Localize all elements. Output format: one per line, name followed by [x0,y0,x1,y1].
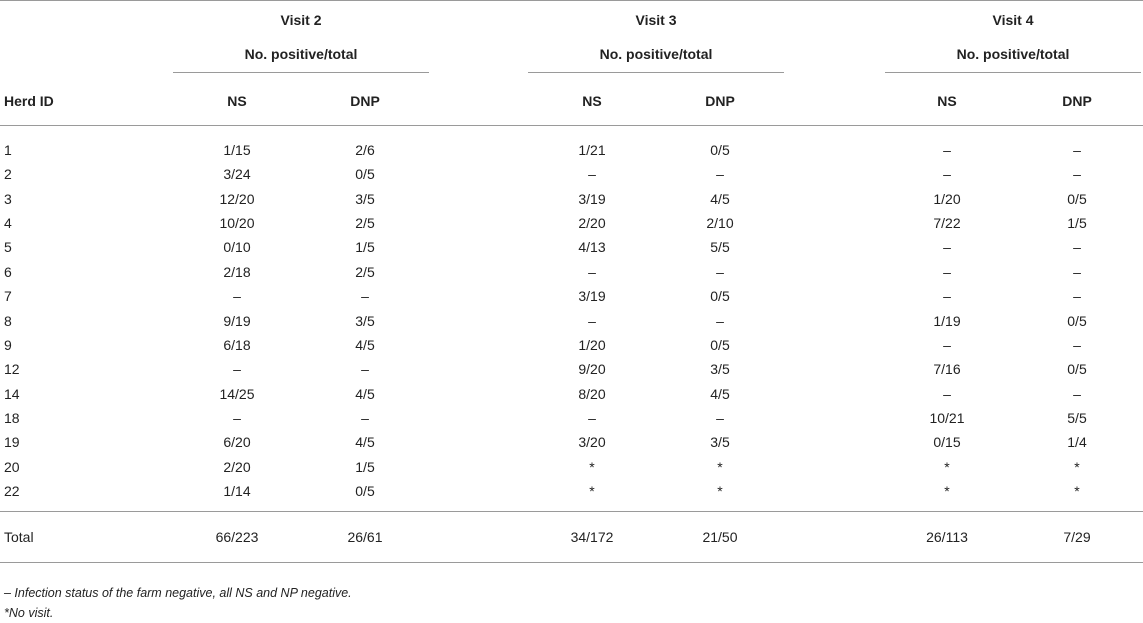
cell-v2-ns: 6/18 [223,336,251,353]
cell-v2-ns: 14/25 [219,385,255,402]
cell-v2-dnp: 0/5 [355,166,375,183]
table-row [0,235,1143,259]
cell-v3-dnp: – [716,166,724,183]
table-row [0,308,1143,332]
cell-v2-ns: 10/20 [219,214,255,231]
footnotes [4,583,352,623]
visit-4-header: Visit 4 [883,1,1143,40]
cell-herd-id: 3 [4,190,12,207]
cell-v2-ns: 3/24 [223,166,251,183]
total-v4-dnp: 7/29 [1011,512,1143,563]
cell-v4-ns: 0/15 [933,434,961,451]
cell-v4-ns: 1/19 [933,312,961,329]
cell-v3-ns: – [588,166,596,183]
visit-4-subheader: No. positive/total [885,44,1141,73]
table-row [0,186,1143,210]
cell-v4-dnp: – [1073,239,1081,256]
cell-v2-dnp: 2/6 [355,142,375,158]
cell-herd-id: 18 [4,410,20,427]
cell-v3-dnp: 0/5 [710,336,730,353]
cell-v2-ns: 1/14 [223,483,251,500]
total-v2-dnp: 26/61 [301,512,429,563]
visit-2-ns-header: NS [173,77,301,126]
cell-v4-ns: – [943,263,951,280]
visit-3-ns-header: NS [528,77,656,126]
cell-v2-ns: 9/19 [223,312,251,329]
cell-v3-ns: – [588,312,596,329]
cell-v2-ns: 1/15 [223,142,251,158]
cell-herd-id: 7 [4,288,12,305]
cell-herd-id: 14 [4,385,20,402]
cell-v2-dnp: 2/5 [355,263,375,280]
cell-v3-ns: – [588,410,596,427]
cell-v4-ns: * [944,483,950,500]
cell-v4-dnp: * [1074,483,1080,500]
cell-v3-dnp: 4/5 [710,385,730,402]
cell-v3-ns: 3/20 [578,434,606,451]
table-row [0,406,1143,430]
total-label: Total [0,512,173,563]
cell-v2-dnp: 4/5 [355,434,375,451]
footnote-star: *No visit. [4,606,54,620]
total-v3-ns: 34/172 [528,512,656,563]
cell-v4-ns: – [943,166,951,183]
cell-v4-dnp: – [1073,142,1081,158]
cell-v4-dnp: 0/5 [1067,190,1087,207]
cell-v4-ns: * [944,458,950,475]
cell-v3-dnp: * [717,458,723,475]
cell-v3-ns: 1/20 [578,336,606,353]
cell-herd-id: 22 [4,483,20,500]
visit-3-subheader: No. positive/total [528,44,784,73]
cell-v2-dnp: 4/5 [355,385,375,402]
cell-v3-ns: 3/19 [578,288,606,305]
cell-v2-dnp: – [361,410,369,427]
cell-v4-ns: 1/20 [933,190,961,207]
cell-v4-ns: – [943,336,951,353]
cell-v3-ns: 4/13 [578,239,606,256]
visit-3-header: Visit 3 [528,1,784,40]
total-v2-ns: 66/223 [173,512,301,563]
table-row [0,333,1143,357]
cell-v2-ns: 2/20 [223,458,251,475]
cell-herd-id: 20 [4,458,20,475]
cell-v4-ns: – [943,239,951,256]
cell-v2-ns: 12/20 [219,190,255,207]
cell-herd-id: 19 [4,434,20,451]
cell-v3-ns: * [589,458,595,475]
cell-v2-dnp: – [361,361,369,378]
table-row [0,382,1143,406]
cell-v3-ns: 3/19 [578,190,606,207]
table-row [0,284,1143,308]
cell-herd-id: 8 [4,312,12,329]
cell-v2-dnp: 1/5 [355,239,375,256]
cell-v4-ns: – [943,142,951,158]
cell-v4-dnp: – [1073,336,1081,353]
cell-v2-ns: 0/10 [223,239,251,256]
cell-v3-dnp: 4/5 [710,190,730,207]
cell-herd-id: 9 [4,336,12,353]
visit-2-header: Visit 2 [173,1,429,40]
cell-v4-ns: – [943,288,951,305]
herd-id-header: Herd ID [0,77,173,126]
cell-v4-dnp: 5/5 [1067,410,1087,427]
cell-v4-ns: – [943,385,951,402]
cell-v3-dnp: 3/5 [710,434,730,451]
cell-herd-id: 2 [4,166,12,183]
cell-v2-dnp: 1/5 [355,458,375,475]
table-row [0,455,1143,479]
cell-v2-dnp: 3/5 [355,312,375,329]
cell-v3-dnp: 5/5 [710,239,730,256]
visit-2-dnp-header: DNP [301,77,429,126]
cell-v2-ns: – [233,288,241,305]
cell-v2-ns: 6/20 [223,434,251,451]
cell-v4-ns: 7/22 [933,214,961,231]
table-row [0,211,1143,235]
visit-4-dnp-header: DNP [1011,77,1143,126]
cell-v3-ns: 1/21 [578,142,606,158]
cell-v3-dnp: 0/5 [710,142,730,158]
cell-v2-ns: – [233,361,241,378]
table-row [0,479,1143,512]
total-v3-dnp: 21/50 [656,512,784,563]
cell-v4-dnp: 1/5 [1067,214,1087,231]
cell-v4-ns: 7/16 [933,361,961,378]
cell-v2-dnp: – [361,288,369,305]
cell-herd-id: 1 [4,142,12,158]
cell-v2-dnp: 0/5 [355,483,375,500]
cell-v3-dnp: 2/10 [706,214,734,231]
cell-v2-ns: 2/18 [223,263,251,280]
table-body [0,126,1143,512]
column-header-row [0,77,1143,126]
cell-v3-dnp: * [717,483,723,500]
cell-v3-ns: 8/20 [578,385,606,402]
total-v4-ns: 26/113 [883,512,1011,563]
cell-v3-ns: – [588,263,596,280]
cell-v4-dnp: 1/4 [1067,434,1087,451]
cell-v3-ns: 9/20 [578,361,606,378]
cell-v4-dnp: – [1073,385,1081,402]
cell-v2-dnp: 4/5 [355,336,375,353]
cell-herd-id: 12 [4,361,20,378]
visit-3-dnp-header: DNP [656,77,784,126]
cell-v4-dnp: 0/5 [1067,361,1087,378]
table-row [0,357,1143,381]
cell-herd-id: 5 [4,239,12,256]
cell-v2-dnp: 3/5 [355,190,375,207]
visit-4-ns-header: NS [883,77,1011,126]
cell-v4-dnp: 0/5 [1067,312,1087,329]
cell-v4-ns: 10/21 [929,410,965,427]
cell-v4-dnp: – [1073,263,1081,280]
cell-v3-dnp: 0/5 [710,288,730,305]
cell-herd-id: 6 [4,263,12,280]
cell-herd-id: 4 [4,214,12,231]
table-row [0,430,1143,454]
table-row [0,162,1143,186]
footnote-dash: – Infection status of the farm negative, all NS and NP negative. [4,586,352,600]
cell-v3-dnp: 3/5 [710,361,730,378]
cell-v2-ns: – [233,410,241,427]
cell-v2-dnp: 2/5 [355,214,375,231]
total-row [0,512,1143,563]
visit-header-row [0,1,1143,40]
cell-v4-dnp: – [1073,166,1081,183]
cell-v3-ns: 2/20 [578,214,606,231]
cell-v3-ns: * [589,483,595,500]
cell-v3-dnp: – [716,263,724,280]
subheader-row [0,39,1143,77]
table-row [0,260,1143,284]
cell-v3-dnp: – [716,312,724,329]
cell-v4-dnp: – [1073,288,1081,305]
cell-v3-dnp: – [716,410,724,427]
visit-2-subheader: No. positive/total [173,44,429,73]
table-row [0,126,1143,163]
cell-v4-dnp: * [1074,458,1080,475]
